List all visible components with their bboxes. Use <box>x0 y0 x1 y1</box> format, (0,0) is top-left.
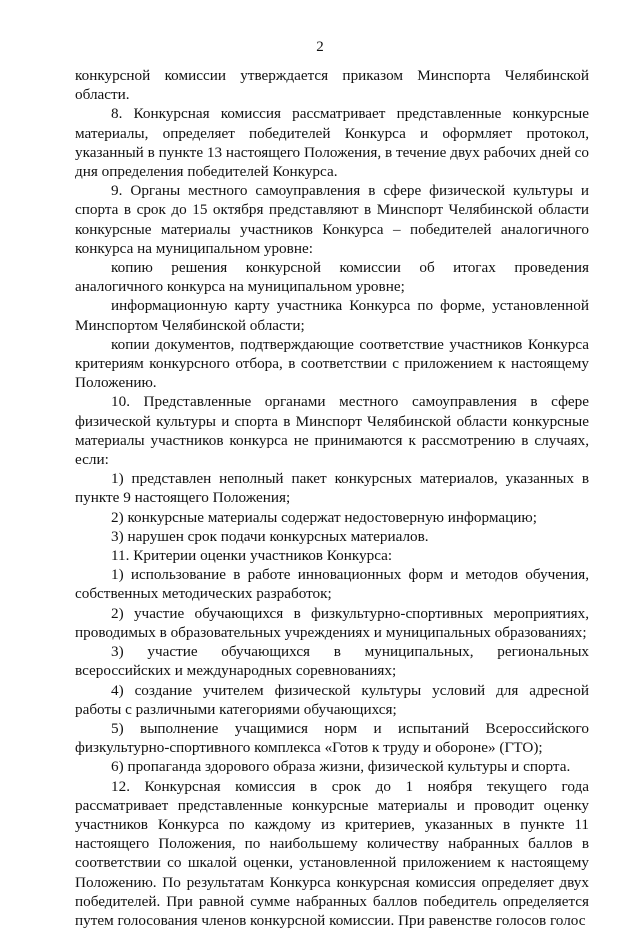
paragraph-item-9-copy-decision: копию решения конкурсной комиссии об итогах проведения аналогичного конкурса на муниципальном уровне; <box>75 259 589 296</box>
paragraph-item-9: 9. Органы местного самоуправления в сфере физической культуры и спорта в срок до 15 октября представляют в Минспорт Челябинской области конкурсные материалы участников Конкурса – победителей аналогичного конкурса на муниципальном уровне: <box>75 182 589 257</box>
document-body <box>75 66 589 930</box>
paragraph-item-10-case-3: 3) нарушен срок подачи конкурсных материалов. <box>111 527 429 545</box>
paragraph-item-9-documents: копии документов, подтверждающие соответствие участников Конкурса критериям конкурсного отбора, в соответствии с приложением к настоящему Положению. <box>75 335 589 392</box>
paragraph-item-12: 12. Конкурсная комиссия в срок до 1 ноября текущего года рассматривает представленные конкурсные материалы и проводит оценку участников Конкурса по каждому из критериев, указанных в пункте 11 настоящего Положения, по наибольшему количеству набранных баллов в соответствии со шкалой оценки, установленной приложением к настоящему Положению. По результатам Конкурса конкурсная комиссия определяет двух победителей. При равной сумме набранных баллов победитель определяется путем голосования членов конкурсной комиссии. При равенстве голосов голос <box>75 777 589 929</box>
paragraph-item-11-criterion-4: 4) создание учителем физической культуры условий для адресной работы с различными категориями обучающихся; <box>75 681 589 718</box>
paragraph-item-10-case-1: 1) представлен неполный пакет конкурсных материалов, указанных в пункте 9 настоящего Положения; <box>75 470 589 507</box>
paragraph-continuation: конкурсной комиссии утверждается приказом Минспорта Челябинской области. <box>75 67 589 104</box>
paragraph-item-11-criterion-5: 5) выполнение учащимися норм и испытаний Всероссийского физкультурно-спортивного комплекса «Готов к труду и обороне» (ГТО); <box>75 719 589 757</box>
paragraph-item-11: 11. Критерии оценки участников Конкурса: <box>111 547 393 565</box>
paragraph-item-11-criterion-1: 1) использование в работе инновационных форм и методов обучения, собственных методических разработок; <box>75 566 589 603</box>
page-number: 2 <box>316 39 324 55</box>
paragraph-item-10: 10. Представленные органами местного самоуправления в сфере физической культуры и спорта в Минспорт Челябинской области конкурсные материалы участников конкурса не принимаются к рассмотрению в случаях, если: <box>75 393 589 469</box>
paragraph-item-10-case-2: 2) конкурсные материалы содержат недостоверную информацию; <box>111 508 537 526</box>
paragraph-item-11-criterion-6: 6) пропаганда здорового образа жизни, физической культуры и спорта. <box>111 758 571 776</box>
paragraph-item-8: 8. Конкурсная комиссия рассматривает представленные конкурсные материалы, определяет победителей Конкурса и оформляет протокол, указанный в пункте 13 настоящего Положения, в течение двух рабочих дней со дня определения победителей Конкурса. <box>75 105 589 181</box>
paragraph-item-11-criterion-2: 2) участие обучающихся в физкультурно-спортивных мероприятиях, проводимых в образовательных учреждениях и муниципальных образованиях; <box>75 604 589 641</box>
paragraph-item-9-info-card: информационную карту участника Конкурса по форме, установленной Минспортом Челябинской области; <box>75 297 589 334</box>
paragraph-item-11-criterion-3: 3) участие обучающихся в муниципальных, региональных всероссийских и международных соревнованиях; <box>75 643 589 680</box>
